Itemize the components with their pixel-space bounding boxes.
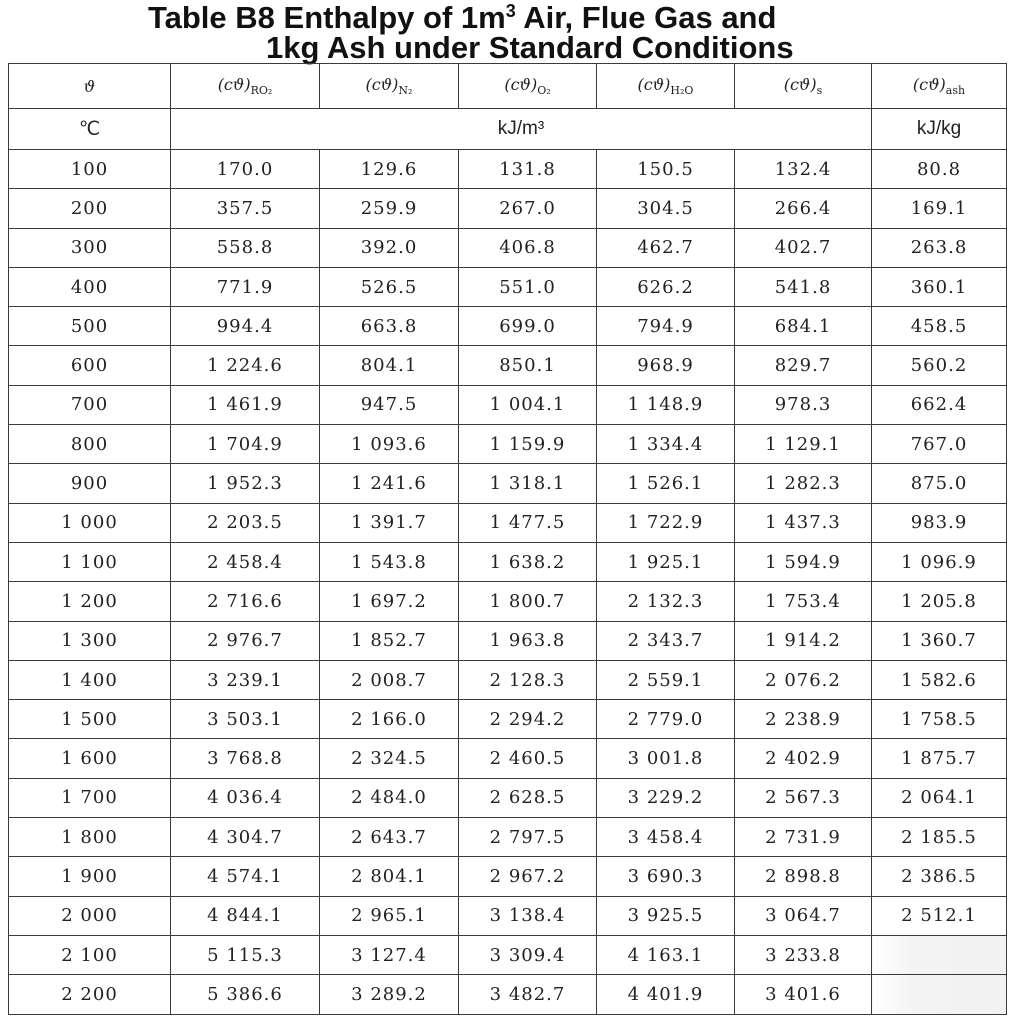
- header-s-sub: s: [816, 84, 823, 98]
- header-s: [735, 64, 872, 109]
- cell-o2: 406.8: [459, 228, 597, 267]
- header-s-base: (cϑ): [783, 74, 817, 94]
- table-row: [9, 660, 1007, 699]
- cell-ro2: 1 704.9: [171, 425, 320, 464]
- table-row: [9, 818, 1007, 857]
- cell-o2: 2 294.2: [459, 700, 597, 739]
- table-row: [9, 778, 1007, 817]
- header-o2-sub: O₂: [537, 84, 551, 98]
- table-row: [9, 857, 1007, 896]
- cell-ash: [872, 975, 1007, 1014]
- cell-temperature: 300: [9, 228, 171, 267]
- cell-temperature: 100: [9, 150, 171, 189]
- table-row: [9, 150, 1007, 189]
- cell-o2: 1 159.9: [459, 425, 597, 464]
- cell-s: 829.7: [735, 346, 872, 385]
- cell-s: 1 129.1: [735, 425, 872, 464]
- cell-n2: 1 241.6: [320, 464, 459, 503]
- cell-h2o: 4 401.9: [597, 975, 735, 1014]
- table-title-line2: 1kg Ash under Standard Conditions: [266, 30, 794, 65]
- cell-temperature: 1 500: [9, 700, 171, 739]
- cell-o2: 3 309.4: [459, 935, 597, 974]
- cell-ash: 2 185.5: [872, 818, 1007, 857]
- header-h2o-sub: H₂O: [670, 84, 694, 98]
- cell-s: 2 898.8: [735, 857, 872, 896]
- cell-n2: 1 391.7: [320, 503, 459, 542]
- cell-o2: 699.0: [459, 307, 597, 346]
- cell-n2: 663.8: [320, 307, 459, 346]
- cell-s: 2 238.9: [735, 700, 872, 739]
- cell-ro2: 3 239.1: [171, 660, 320, 699]
- cell-h2o: 1 526.1: [597, 464, 735, 503]
- title-line1-superscript: 3: [505, 1, 516, 21]
- title-line1-suffix: Air, Flue Gas and: [515, 0, 777, 35]
- cell-o2: 1 318.1: [459, 464, 597, 503]
- cell-temperature: 900: [9, 464, 171, 503]
- header-ash-base: (cϑ): [912, 74, 946, 94]
- cell-temperature: 1 200: [9, 582, 171, 621]
- cell-o2: 1 004.1: [459, 385, 597, 424]
- cell-temperature: 1 700: [9, 778, 171, 817]
- cell-s: 978.3: [735, 385, 872, 424]
- cell-n2: 2 484.0: [320, 778, 459, 817]
- table-row: [9, 425, 1007, 464]
- cell-s: 3 401.6: [735, 975, 872, 1014]
- table-row: [9, 307, 1007, 346]
- table-row: [9, 582, 1007, 621]
- cell-o2: 1 963.8: [459, 621, 597, 660]
- cell-ro2: 4 304.7: [171, 818, 320, 857]
- header-ash: [872, 64, 1007, 109]
- cell-s: 684.1: [735, 307, 872, 346]
- cell-o2: 267.0: [459, 189, 597, 228]
- header-n2-sub: N₂: [398, 84, 413, 98]
- table-row: [9, 228, 1007, 267]
- table-row: [9, 700, 1007, 739]
- cell-ash: 2 386.5: [872, 857, 1007, 896]
- cell-n2: 2 643.7: [320, 818, 459, 857]
- cell-n2: 2 166.0: [320, 700, 459, 739]
- cell-ro2: 771.9: [171, 267, 320, 306]
- cell-ash: 2 512.1: [872, 896, 1007, 935]
- enthalpy-table: [8, 63, 1007, 1015]
- cell-ro2: 4 574.1: [171, 857, 320, 896]
- cell-ro2: 5 115.3: [171, 935, 320, 974]
- cell-o2: 3 482.7: [459, 975, 597, 1014]
- cell-temperature: 1 600: [9, 739, 171, 778]
- cell-o2: 2 628.5: [459, 778, 597, 817]
- cell-h2o: 2 132.3: [597, 582, 735, 621]
- cell-n2: 1 697.2: [320, 582, 459, 621]
- cell-s: 3 064.7: [735, 896, 872, 935]
- cell-ro2: 2 203.5: [171, 503, 320, 542]
- cell-ro2: 3 768.8: [171, 739, 320, 778]
- cell-h2o: 626.2: [597, 267, 735, 306]
- cell-ro2: 558.8: [171, 228, 320, 267]
- cell-ash: 360.1: [872, 267, 1007, 306]
- table-row: [9, 542, 1007, 581]
- cell-ash: 1 582.6: [872, 660, 1007, 699]
- cell-h2o: 3 690.3: [597, 857, 735, 896]
- header-theta: ϑ: [9, 64, 171, 109]
- cell-ash: 560.2: [872, 346, 1007, 385]
- cell-h2o: 3 458.4: [597, 818, 735, 857]
- table-row: [9, 464, 1007, 503]
- cell-ro2: 3 503.1: [171, 700, 320, 739]
- header-h2o: [597, 64, 735, 109]
- cell-h2o: 2 343.7: [597, 621, 735, 660]
- title-line1-prefix: Table B8 Enthalpy of 1m: [148, 0, 506, 35]
- cell-s: 1 594.9: [735, 542, 872, 581]
- header-ro2: [171, 64, 320, 109]
- cell-h2o: 1 722.9: [597, 503, 735, 542]
- cell-n2: 3 289.2: [320, 975, 459, 1014]
- unit-gas: kJ/m³: [171, 109, 872, 150]
- table-row: [9, 503, 1007, 542]
- cell-ro2: 2 458.4: [171, 542, 320, 581]
- cell-h2o: 1 148.9: [597, 385, 735, 424]
- cell-h2o: 1 925.1: [597, 542, 735, 581]
- table-row: [9, 189, 1007, 228]
- cell-ash: 169.1: [872, 189, 1007, 228]
- cell-o2: 850.1: [459, 346, 597, 385]
- cell-n2: 2 804.1: [320, 857, 459, 896]
- table-title-line1: [148, 2, 776, 33]
- cell-o2: 2 460.5: [459, 739, 597, 778]
- cell-ro2: 1 224.6: [171, 346, 320, 385]
- cell-temperature: 1 100: [9, 542, 171, 581]
- header-h2o-base: (cϑ): [637, 74, 671, 94]
- cell-ash: 80.8: [872, 150, 1007, 189]
- table-row: [9, 346, 1007, 385]
- cell-temperature: 600: [9, 346, 171, 385]
- table-row: [9, 935, 1007, 974]
- cell-ro2: 1 952.3: [171, 464, 320, 503]
- header-ro2-sub: RO₂: [250, 84, 273, 98]
- table-row: [9, 621, 1007, 660]
- cell-o2: 551.0: [459, 267, 597, 306]
- cell-o2: 3 138.4: [459, 896, 597, 935]
- cell-h2o: 3 229.2: [597, 778, 735, 817]
- cell-h2o: 4 163.1: [597, 935, 735, 974]
- cell-temperature: 700: [9, 385, 171, 424]
- cell-s: 2 076.2: [735, 660, 872, 699]
- cell-o2: 1 638.2: [459, 542, 597, 581]
- cell-ro2: 2 976.7: [171, 621, 320, 660]
- units-row: [9, 109, 1007, 150]
- cell-ash: 767.0: [872, 425, 1007, 464]
- cell-s: 1 914.2: [735, 621, 872, 660]
- cell-temperature: 1 400: [9, 660, 171, 699]
- cell-s: 402.7: [735, 228, 872, 267]
- cell-o2: 1 800.7: [459, 582, 597, 621]
- cell-n2: 1 543.8: [320, 542, 459, 581]
- cell-o2: 2 967.2: [459, 857, 597, 896]
- cell-ash: 1 875.7: [872, 739, 1007, 778]
- cell-h2o: 2 779.0: [597, 700, 735, 739]
- cell-n2: 2 324.5: [320, 739, 459, 778]
- cell-n2: 2 008.7: [320, 660, 459, 699]
- table-row: [9, 975, 1007, 1014]
- cell-h2o: 304.5: [597, 189, 735, 228]
- cell-temperature: 500: [9, 307, 171, 346]
- cell-n2: 129.6: [320, 150, 459, 189]
- table-row: [9, 267, 1007, 306]
- cell-h2o: 2 559.1: [597, 660, 735, 699]
- cell-n2: 947.5: [320, 385, 459, 424]
- cell-s: 2 731.9: [735, 818, 872, 857]
- cell-s: 1 282.3: [735, 464, 872, 503]
- cell-o2: 1 477.5: [459, 503, 597, 542]
- cell-ash: [872, 935, 1007, 974]
- cell-n2: 804.1: [320, 346, 459, 385]
- cell-ro2: 4 844.1: [171, 896, 320, 935]
- cell-o2: 131.8: [459, 150, 597, 189]
- cell-temperature: 800: [9, 425, 171, 464]
- table-row: [9, 385, 1007, 424]
- header-n2-base: (cϑ): [365, 74, 399, 94]
- cell-n2: 392.0: [320, 228, 459, 267]
- cell-h2o: 794.9: [597, 307, 735, 346]
- cell-o2: 2 128.3: [459, 660, 597, 699]
- cell-ash: 263.8: [872, 228, 1007, 267]
- cell-ro2: 170.0: [171, 150, 320, 189]
- cell-s: 3 233.8: [735, 935, 872, 974]
- cell-temperature: 2 000: [9, 896, 171, 935]
- cell-h2o: 3 925.5: [597, 896, 735, 935]
- cell-n2: 2 965.1: [320, 896, 459, 935]
- cell-ro2: 4 036.4: [171, 778, 320, 817]
- cell-h2o: 150.5: [597, 150, 735, 189]
- table-row: [9, 739, 1007, 778]
- cell-ro2: 2 716.6: [171, 582, 320, 621]
- header-row: [9, 64, 1007, 109]
- unit-ash: kJ/kg: [872, 109, 1007, 150]
- cell-n2: 1 852.7: [320, 621, 459, 660]
- header-o2-base: (cϑ): [504, 74, 538, 94]
- cell-s: 1 437.3: [735, 503, 872, 542]
- cell-n2: 1 093.6: [320, 425, 459, 464]
- cell-s: 2 402.9: [735, 739, 872, 778]
- table-row: [9, 896, 1007, 935]
- cell-temperature: 1 800: [9, 818, 171, 857]
- header-n2: [320, 64, 459, 109]
- cell-s: 132.4: [735, 150, 872, 189]
- cell-h2o: 1 334.4: [597, 425, 735, 464]
- cell-ash: 458.5: [872, 307, 1007, 346]
- cell-temperature: 200: [9, 189, 171, 228]
- cell-n2: 526.5: [320, 267, 459, 306]
- cell-o2: 2 797.5: [459, 818, 597, 857]
- cell-ash: 662.4: [872, 385, 1007, 424]
- cell-ro2: 357.5: [171, 189, 320, 228]
- cell-temperature: 1 900: [9, 857, 171, 896]
- cell-n2: 3 127.4: [320, 935, 459, 974]
- cell-s: 541.8: [735, 267, 872, 306]
- header-ro2-base: (cϑ): [217, 74, 251, 94]
- cell-temperature: 1 300: [9, 621, 171, 660]
- cell-ro2: 1 461.9: [171, 385, 320, 424]
- cell-ash: 983.9: [872, 503, 1007, 542]
- cell-h2o: 968.9: [597, 346, 735, 385]
- cell-temperature: 2 100: [9, 935, 171, 974]
- cell-ro2: 5 386.6: [171, 975, 320, 1014]
- cell-ash: 2 064.1: [872, 778, 1007, 817]
- cell-ash: 1 758.5: [872, 700, 1007, 739]
- cell-temperature: 400: [9, 267, 171, 306]
- cell-n2: 259.9: [320, 189, 459, 228]
- cell-temperature: 1 000: [9, 503, 171, 542]
- cell-ash: 1 205.8: [872, 582, 1007, 621]
- cell-h2o: 462.7: [597, 228, 735, 267]
- cell-temperature: 2 200: [9, 975, 171, 1014]
- cell-s: 2 567.3: [735, 778, 872, 817]
- cell-h2o: 3 001.8: [597, 739, 735, 778]
- cell-ash: 875.0: [872, 464, 1007, 503]
- cell-ash: 1 096.9: [872, 542, 1007, 581]
- cell-s: 1 753.4: [735, 582, 872, 621]
- cell-ro2: 994.4: [171, 307, 320, 346]
- header-ash-sub: ash: [945, 84, 966, 98]
- cell-s: 266.4: [735, 189, 872, 228]
- unit-temperature: ℃: [9, 109, 171, 150]
- cell-ash: 1 360.7: [872, 621, 1007, 660]
- header-o2: [459, 64, 597, 109]
